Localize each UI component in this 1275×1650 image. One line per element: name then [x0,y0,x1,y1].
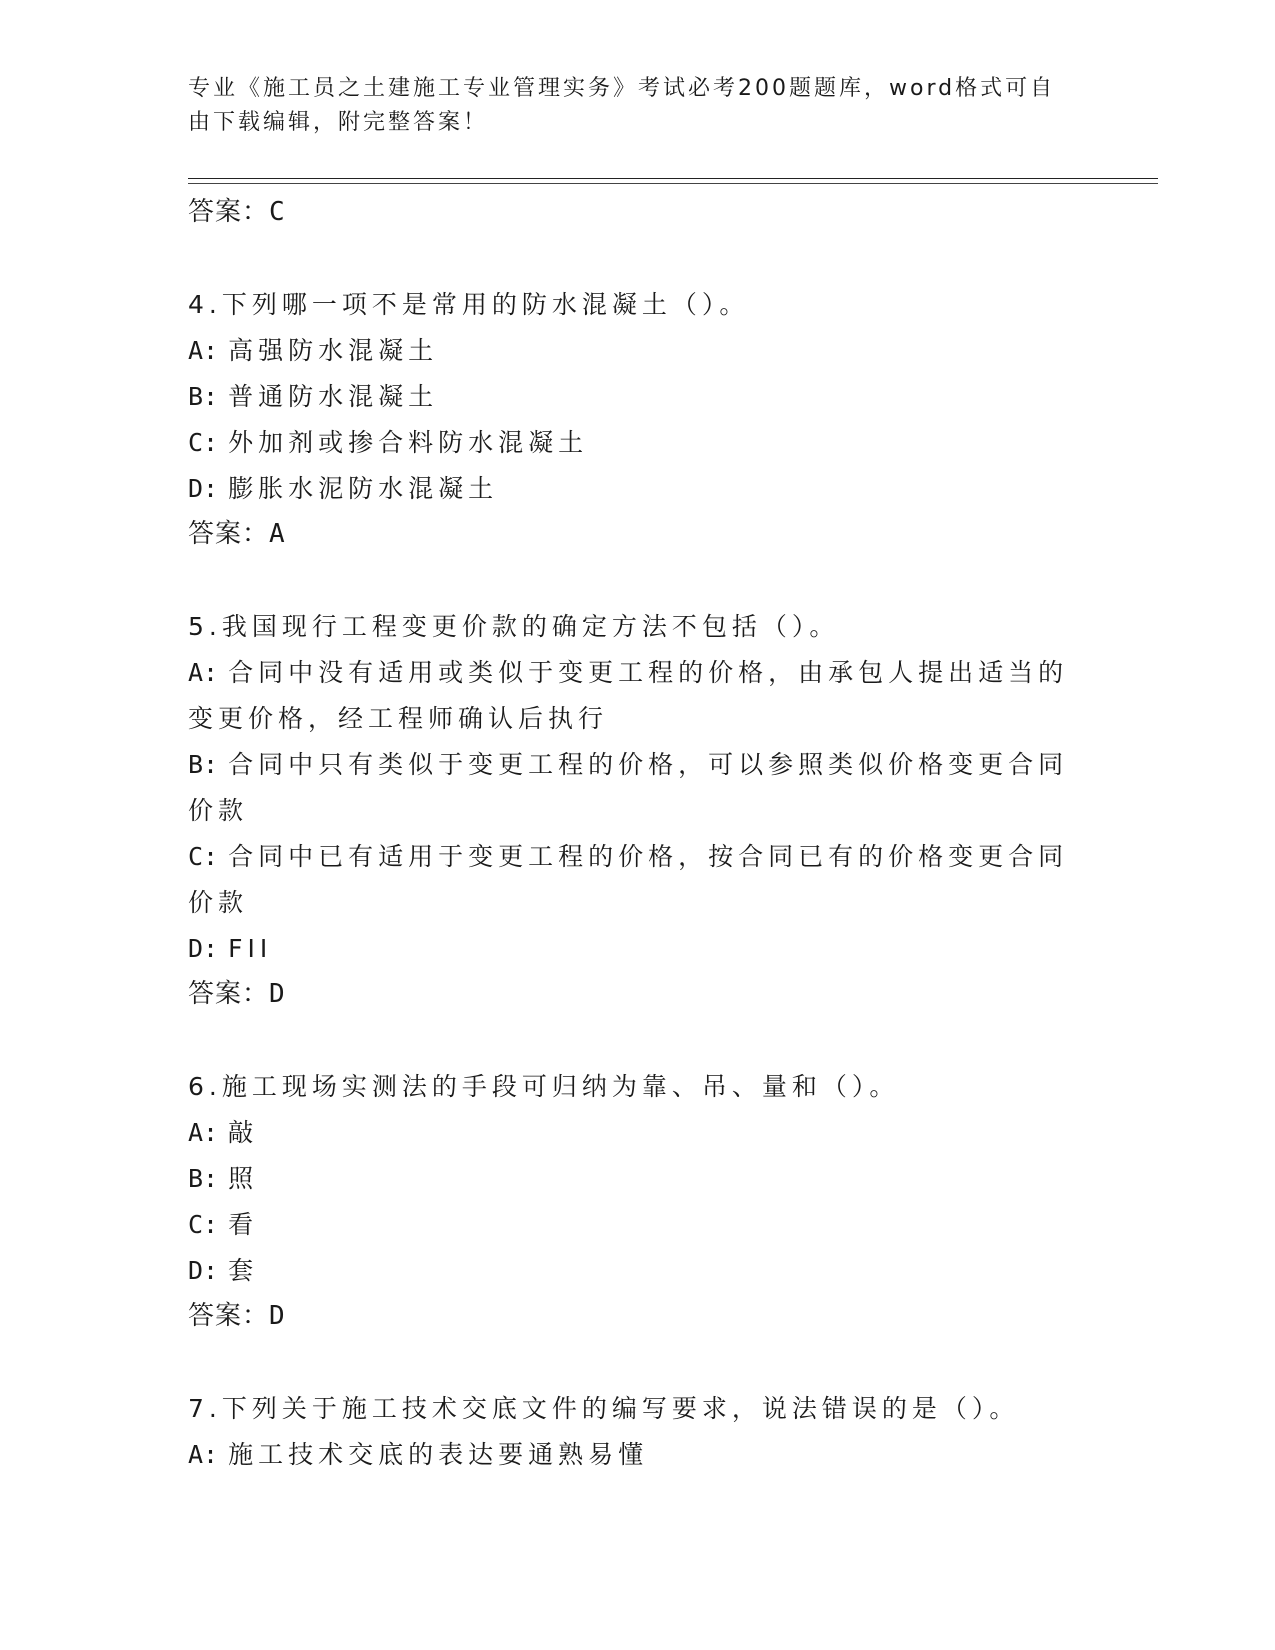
option-b [188,742,1088,834]
option-text: 外加剂或掺合料防水混凝土 [228,428,589,457]
option-text: 普通防水混凝土 [228,382,439,411]
question-spacer [188,556,1088,604]
option-text: 合同中只有类似于变更工程的价格，可以参照类似价格变更合同价款 [188,750,1069,825]
answer-value: C [269,197,286,227]
header-rule-thin [188,183,1158,184]
option-key: B: [188,1164,219,1193]
option-a [188,1432,1088,1478]
answer-label: 答案： [188,519,270,549]
option-text: 合同中已有适用于变更工程的价格，按合同已有的价格变更合同价款 [188,842,1069,917]
option-d [188,926,1088,972]
answer-label: 答案： [188,197,270,227]
question-block [188,282,1088,556]
option-a [188,650,1088,742]
option-text: 敲 [228,1118,259,1147]
option-key: B: [188,750,219,779]
question-block [188,1386,1088,1478]
question-block [188,604,1088,1016]
question-list [188,190,1088,1478]
option-key: C: [188,842,219,871]
answer-line [188,972,1088,1016]
answer-line [188,1294,1088,1338]
option-text: 套 [228,1256,259,1285]
question-block [188,1064,1088,1338]
option-a [188,1110,1088,1156]
question-stem: 7.下列关于施工技术交底文件的编写要求，说法错误的是（）。 [188,1394,1020,1423]
question-stem: 5.我国现行工程变更价款的确定方法不包括（）。 [188,612,840,641]
question-stem: 6.施工现场实测法的手段可归纳为靠、吊、量和（）。 [188,1072,900,1101]
answer-value: D [269,1301,286,1331]
option-a [188,328,1088,374]
option-c [188,1202,1088,1248]
option-key: D: [188,474,219,503]
option-d [188,466,1088,512]
answer-label: 答案： [188,979,270,1009]
option-key: A: [188,658,219,687]
page-header: 专业《施工员之土建施工专业管理实务》考试必考200题题库，word格式可自由下载编辑，附完整答案！ [188,76,1056,135]
question-spacer [188,234,1088,282]
question-spacer [188,1338,1088,1386]
answer-label: 答案： [188,1301,270,1331]
header-rule-thick [188,178,1158,179]
answer-value: A [269,519,286,549]
option-b [188,374,1088,420]
option-c [188,420,1088,466]
option-key: C: [188,1210,219,1239]
option-text: FII [228,934,273,963]
option-text: 合同中没有适用或类似于变更工程的价格，由承包人提出适当的变更价格，经工程师确认后执行 [188,658,1069,733]
question-stem: 4.下列哪一项不是常用的防水混凝土（）。 [188,290,750,319]
option-key: A: [188,1118,219,1147]
document-page [188,0,1158,1650]
option-text: 施工技术交底的表达要通熟易懂 [228,1440,649,1469]
option-key: C: [188,428,219,457]
option-c [188,834,1088,926]
option-b [188,1156,1088,1202]
option-key: D: [188,934,219,963]
option-key: A: [188,336,219,365]
option-d [188,1248,1088,1294]
option-key: D: [188,1256,219,1285]
option-text: 膨胀水泥防水混凝土 [228,474,499,503]
answer-line [188,190,1088,234]
option-key: A: [188,1440,219,1469]
option-text: 照 [228,1164,259,1193]
option-text: 看 [228,1210,259,1239]
option-key: B: [188,382,219,411]
answer-value: D [269,979,286,1009]
question-spacer [188,1016,1088,1064]
answer-line [188,512,1088,556]
option-text: 高强防水混凝土 [228,336,439,365]
